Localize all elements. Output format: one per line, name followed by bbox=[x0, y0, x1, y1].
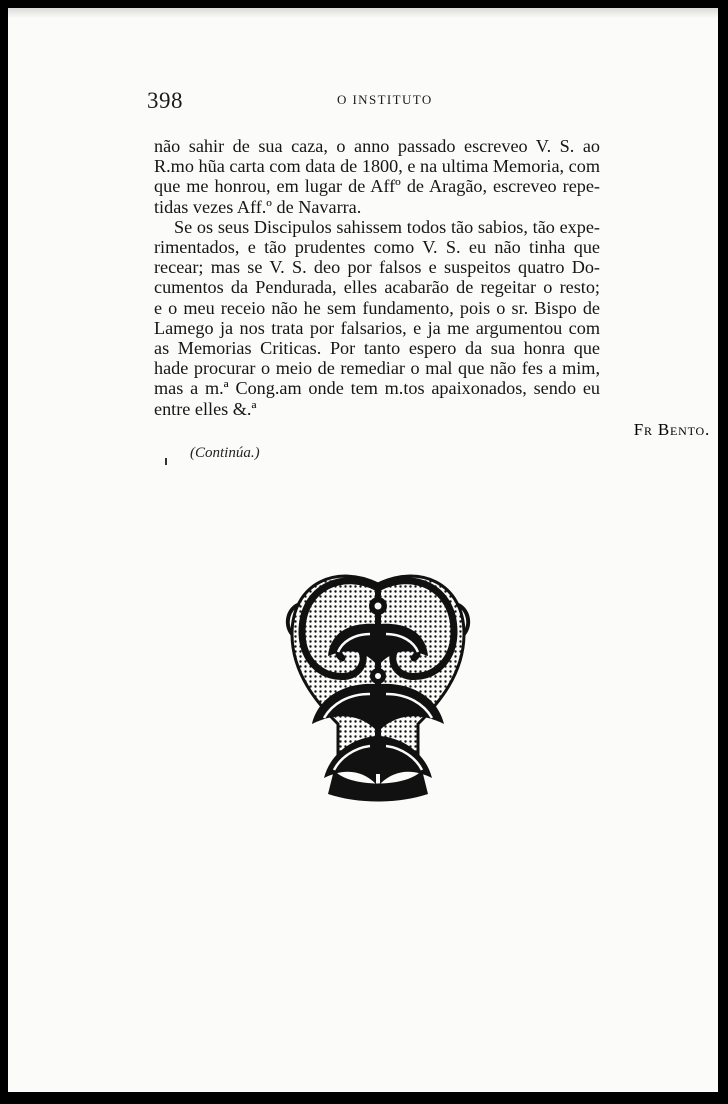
signature-title: Fr bbox=[633, 420, 653, 439]
continuation-note: (Continúa.) bbox=[190, 445, 260, 461]
text-line: tidas vezes Aff.º de Navarra. bbox=[154, 196, 362, 217]
text-line: as Memorias Criticas. Por tanto espero da sua honra que bbox=[154, 338, 600, 359]
running-title: O INSTITUTO bbox=[337, 92, 433, 107]
text-line: rimentados, e tão prudentes como V. S. eu não tinha que bbox=[154, 237, 600, 258]
acanthus-ornament-icon bbox=[278, 564, 478, 804]
text-line: que me honrou, em lugar de Affº de Aragão, escreveo repe- bbox=[154, 176, 600, 197]
text-line: cumentos da Pendurada, elles acabarão de regeitar o resto; bbox=[154, 277, 600, 298]
page-number: 398 bbox=[147, 88, 183, 113]
page-header bbox=[147, 88, 607, 116]
text-line: recear; mas se V. S. deo por falsos e suspeitos quatro Do- bbox=[154, 257, 600, 278]
text-line: Lamego ja nos trata por falsarios, e ja me argumentou com bbox=[154, 317, 600, 338]
body-text bbox=[154, 136, 600, 419]
text-line: e o meu receio não he sem fundamento, pois o sr. Bispo de bbox=[154, 297, 600, 318]
ink-speck bbox=[165, 458, 167, 465]
signature bbox=[8, 420, 718, 440]
paragraph-2 bbox=[154, 217, 600, 419]
paragraph-1 bbox=[154, 136, 600, 217]
signature-name: Bento. bbox=[657, 420, 710, 439]
text-line: Se os seus Discipulos sahissem todos tão sabios, tão expe- bbox=[174, 216, 600, 237]
text-line: hade procurar o meio de remediar o mal que não fes a mim, bbox=[154, 358, 600, 379]
text-line: não sahir de sua caza, o anno passado escreveo V. S. ao bbox=[154, 136, 600, 156]
scan-edge-shadow bbox=[8, 8, 718, 18]
text-line: mas a m.ª Cong.am onde tem m.tos apaixonados, sendo eu bbox=[154, 378, 600, 399]
text-line: entre elles &.ª bbox=[154, 398, 257, 419]
document-page bbox=[8, 8, 718, 1092]
text-line: R.mo hũa carta com data de 1800, e na ultima Memoria, com bbox=[154, 156, 600, 177]
